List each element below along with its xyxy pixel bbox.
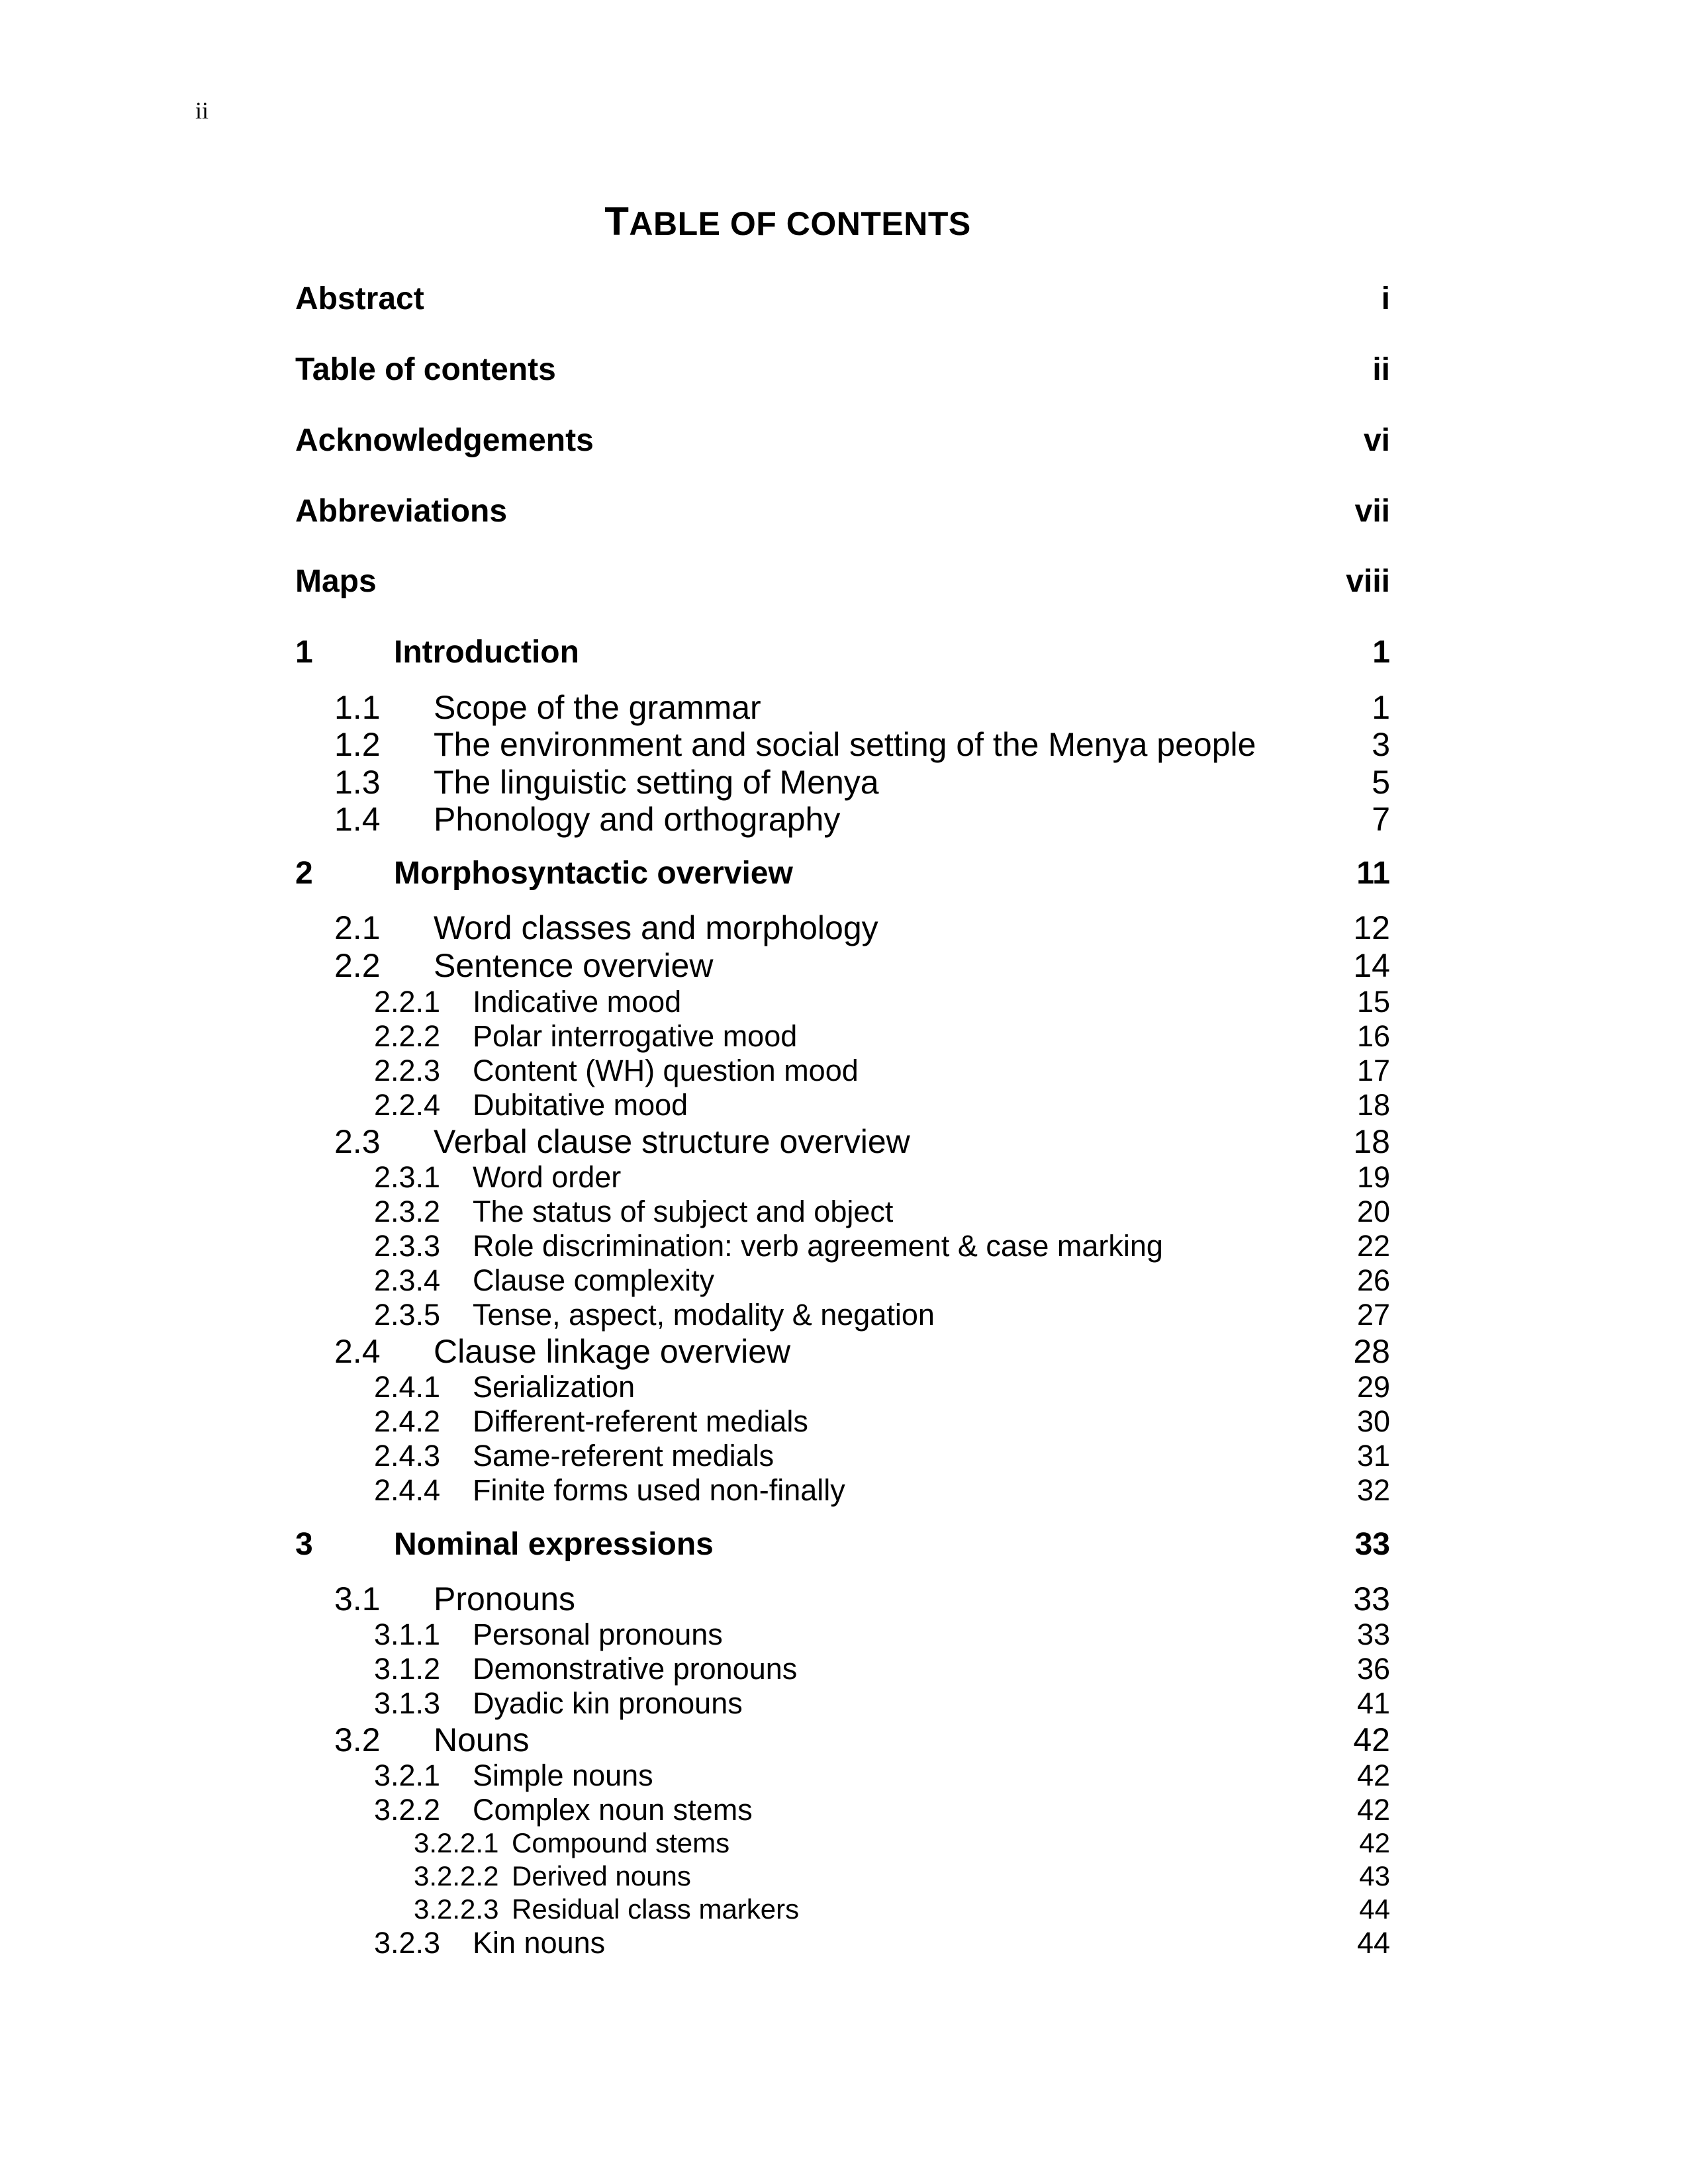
toc-number: 3.2.2.3 bbox=[414, 1893, 499, 1925]
toc-label: Clause complexity bbox=[473, 1263, 715, 1297]
toc-label: Serialization bbox=[473, 1370, 635, 1404]
toc-page: 22 bbox=[1356, 1229, 1390, 1263]
toc-page: i bbox=[1381, 281, 1390, 316]
toc-number: 2.3 bbox=[334, 1123, 381, 1160]
toc-label: Verbal clause structure overview bbox=[434, 1123, 910, 1160]
toc-label: Scope of the grammar bbox=[434, 689, 761, 726]
toc-page: 29 bbox=[1356, 1370, 1390, 1404]
toc-section[interactable] bbox=[0, 1122, 1688, 1162]
toc-entry-abbreviations[interactable] bbox=[0, 493, 1688, 533]
toc-page: 11 bbox=[1356, 856, 1390, 891]
toc-number: 2.2.1 bbox=[374, 985, 441, 1019]
toc-subsection[interactable] bbox=[0, 1793, 1688, 1833]
toc-label: Pronouns bbox=[434, 1580, 576, 1617]
toc-section[interactable] bbox=[0, 1332, 1688, 1372]
toc-number: 3.1 bbox=[334, 1580, 381, 1617]
toc-subsection[interactable] bbox=[0, 1926, 1688, 1966]
toc-label: Content (WH) question mood bbox=[473, 1054, 859, 1087]
toc-number: 3 bbox=[295, 1527, 313, 1562]
toc-label: Acknowledgements bbox=[295, 423, 594, 458]
toc-label: The status of subject and object bbox=[473, 1195, 894, 1228]
toc-label: Phonology and orthography bbox=[434, 801, 841, 838]
toc-subsection[interactable] bbox=[0, 1617, 1688, 1657]
toc-entry-table-of-contents[interactable] bbox=[0, 351, 1688, 391]
toc-subsection[interactable] bbox=[0, 1263, 1688, 1303]
toc-label: Derived nouns bbox=[512, 1860, 691, 1891]
toc-page: 33 bbox=[1354, 1527, 1390, 1562]
title-rest: ABLE OF CONTENTS bbox=[629, 205, 971, 242]
toc-page: 33 bbox=[1353, 1580, 1390, 1617]
toc-page: 20 bbox=[1356, 1195, 1390, 1228]
toc-number: 2 bbox=[295, 856, 313, 891]
toc-section[interactable] bbox=[0, 800, 1688, 840]
toc-number: 3.2.1 bbox=[374, 1758, 441, 1792]
toc-number: 2.2.3 bbox=[374, 1054, 441, 1087]
toc-page: 27 bbox=[1356, 1298, 1390, 1332]
toc-label: Sentence overview bbox=[434, 947, 714, 984]
toc-number: 2.3.4 bbox=[374, 1263, 441, 1297]
toc-label: Clause linkage overview bbox=[434, 1333, 791, 1370]
toc-label: Residual class markers bbox=[512, 1893, 800, 1925]
toc-number: 1 bbox=[295, 635, 313, 670]
toc-label: Demonstrative pronouns bbox=[473, 1652, 798, 1686]
toc-label: Different-referent medials bbox=[473, 1404, 808, 1438]
toc-section[interactable] bbox=[0, 763, 1688, 803]
toc-number: 2.2.2 bbox=[374, 1019, 441, 1053]
toc-subsection[interactable] bbox=[0, 1195, 1688, 1234]
toc-label: The linguistic setting of Menya bbox=[434, 764, 879, 801]
toc-label: Same-referent medials bbox=[473, 1439, 774, 1473]
toc-page: 31 bbox=[1356, 1439, 1390, 1473]
toc-number: 2.4 bbox=[334, 1333, 381, 1370]
toc-page: 42 bbox=[1353, 1721, 1390, 1758]
page-number: ii bbox=[195, 97, 209, 124]
toc-page: 30 bbox=[1356, 1404, 1390, 1438]
toc-subsection[interactable] bbox=[0, 1473, 1688, 1513]
toc-page: 33 bbox=[1356, 1617, 1390, 1651]
toc-number: 3.1.3 bbox=[374, 1686, 441, 1720]
toc-label: Word order bbox=[473, 1160, 622, 1194]
toc-page: 14 bbox=[1353, 947, 1390, 984]
toc-number: 2.1 bbox=[334, 909, 381, 946]
toc-section[interactable] bbox=[0, 946, 1688, 986]
toc-label: Simple nouns bbox=[473, 1758, 653, 1792]
toc-number: 2.3.2 bbox=[374, 1195, 441, 1228]
toc-subsection[interactable] bbox=[0, 1370, 1688, 1410]
toc-page: vi bbox=[1363, 423, 1390, 458]
toc-page: 16 bbox=[1356, 1019, 1390, 1053]
toc-subsection[interactable] bbox=[0, 1229, 1688, 1269]
toc-number: 2.4.3 bbox=[374, 1439, 441, 1473]
toc-label: Tense, aspect, modality & negation bbox=[473, 1298, 935, 1332]
toc-page: ii bbox=[1372, 352, 1390, 387]
title-initial: T bbox=[604, 199, 630, 244]
toc-number: 1.2 bbox=[334, 726, 381, 763]
toc-page: 1 bbox=[1372, 689, 1390, 726]
toc-subsection[interactable] bbox=[0, 1160, 1688, 1200]
toc-page: vii bbox=[1354, 494, 1390, 529]
toc-subsection[interactable] bbox=[0, 1652, 1688, 1692]
toc-subsection[interactable] bbox=[0, 1088, 1688, 1128]
toc-number: 2.3.3 bbox=[374, 1229, 441, 1263]
toc-number: 2.3.1 bbox=[374, 1160, 441, 1194]
toc-label: Complex noun stems bbox=[473, 1793, 753, 1827]
toc-subsection[interactable] bbox=[0, 1439, 1688, 1479]
toc-number: 3.2.2 bbox=[374, 1793, 441, 1827]
toc-number: 3.2.3 bbox=[374, 1926, 441, 1960]
toc-number: 3.1.1 bbox=[374, 1617, 441, 1651]
toc-label: Abstract bbox=[295, 281, 424, 316]
toc-page: 3 bbox=[1372, 726, 1390, 763]
toc-label: Introduction bbox=[394, 635, 579, 670]
toc-label: Nouns bbox=[434, 1721, 530, 1758]
toc-page: 18 bbox=[1356, 1088, 1390, 1122]
toc-page: 43 bbox=[1359, 1860, 1390, 1891]
toc-label: Personal pronouns bbox=[473, 1617, 723, 1651]
toc-label: Polar interrogative mood bbox=[473, 1019, 798, 1053]
toc-page: 42 bbox=[1359, 1827, 1390, 1858]
toc-page: 19 bbox=[1356, 1160, 1390, 1194]
toc-number: 3.2 bbox=[334, 1721, 381, 1758]
toc-label: Role discrimination: verb agreement & case marking bbox=[473, 1229, 1163, 1263]
toc-label: Nominal expressions bbox=[394, 1527, 714, 1562]
toc-page: 17 bbox=[1356, 1054, 1390, 1087]
toc-page: 5 bbox=[1372, 764, 1390, 801]
toc-chapter-1[interactable] bbox=[0, 634, 1688, 674]
toc-page: 12 bbox=[1353, 909, 1390, 946]
toc-number: 3.1.2 bbox=[374, 1652, 441, 1686]
toc-section[interactable] bbox=[0, 909, 1688, 948]
toc-page: 15 bbox=[1356, 985, 1390, 1019]
toc-label: Maps bbox=[295, 564, 377, 599]
toc-page: 44 bbox=[1359, 1893, 1390, 1925]
toc-section[interactable] bbox=[0, 1721, 1688, 1760]
toc-label: Dubitative mood bbox=[473, 1088, 688, 1122]
toc-page: 41 bbox=[1356, 1686, 1390, 1720]
toc-section[interactable] bbox=[0, 1580, 1688, 1619]
toc-number: 2.3.5 bbox=[374, 1298, 441, 1332]
toc-subsection[interactable] bbox=[0, 1758, 1688, 1798]
toc-label: Word classes and morphology bbox=[434, 909, 878, 946]
toc-label: Morphosyntactic overview bbox=[394, 856, 793, 891]
toc-entry-maps[interactable] bbox=[0, 563, 1688, 603]
toc-label: Indicative mood bbox=[473, 985, 682, 1019]
toc-page: 36 bbox=[1356, 1652, 1390, 1686]
toc-chapter-3[interactable] bbox=[0, 1526, 1688, 1566]
toc-entry-acknowledgements[interactable] bbox=[0, 422, 1688, 462]
toc-number: 3.2.2.1 bbox=[414, 1827, 499, 1858]
toc-subsection[interactable] bbox=[0, 985, 1688, 1024]
toc-label: Finite forms used non-finally bbox=[473, 1473, 845, 1507]
toc-number: 3.2.2.2 bbox=[414, 1860, 499, 1891]
toc-number: 2.4.2 bbox=[374, 1404, 441, 1438]
toc-label: Kin nouns bbox=[473, 1926, 606, 1960]
toc-page: 44 bbox=[1356, 1926, 1390, 1960]
toc-subsection[interactable] bbox=[0, 1686, 1688, 1726]
toc-number: 2.2 bbox=[334, 947, 381, 984]
toc-page: 28 bbox=[1353, 1333, 1390, 1370]
toc-subsection[interactable] bbox=[0, 1019, 1688, 1059]
toc-page: 32 bbox=[1356, 1473, 1390, 1507]
toc-chapter-2[interactable] bbox=[0, 855, 1688, 895]
toc-page: 42 bbox=[1356, 1758, 1390, 1792]
toc-label: The environment and social setting of the Menya people bbox=[434, 726, 1256, 763]
toc-subsection[interactable] bbox=[0, 1054, 1688, 1093]
toc-number: 1.1 bbox=[334, 689, 381, 726]
toc-page: viii bbox=[1346, 564, 1390, 599]
toc-page: 26 bbox=[1356, 1263, 1390, 1297]
toc-label: Compound stems bbox=[512, 1827, 730, 1858]
toc-label: Table of contents bbox=[295, 352, 556, 387]
toc-section[interactable] bbox=[0, 725, 1688, 765]
toc-entry-abstract[interactable] bbox=[0, 281, 1688, 320]
toc-number: 2.4.4 bbox=[374, 1473, 441, 1507]
toc-label: Dyadic kin pronouns bbox=[473, 1686, 743, 1720]
toc-subsection[interactable] bbox=[0, 1298, 1688, 1338]
toc-page: 7 bbox=[1372, 801, 1390, 838]
toc-section[interactable] bbox=[0, 688, 1688, 728]
toc-label: Abbreviations bbox=[295, 494, 508, 529]
toc-number: 2.2.4 bbox=[374, 1088, 441, 1122]
toc-number: 1.3 bbox=[334, 764, 381, 801]
toc-number: 2.4.1 bbox=[374, 1370, 441, 1404]
toc-page: 42 bbox=[1356, 1793, 1390, 1827]
toc-page: 18 bbox=[1353, 1123, 1390, 1160]
toc-subsection[interactable] bbox=[0, 1404, 1688, 1444]
toc-number: 1.4 bbox=[334, 801, 381, 838]
toc-page: 1 bbox=[1372, 635, 1390, 670]
